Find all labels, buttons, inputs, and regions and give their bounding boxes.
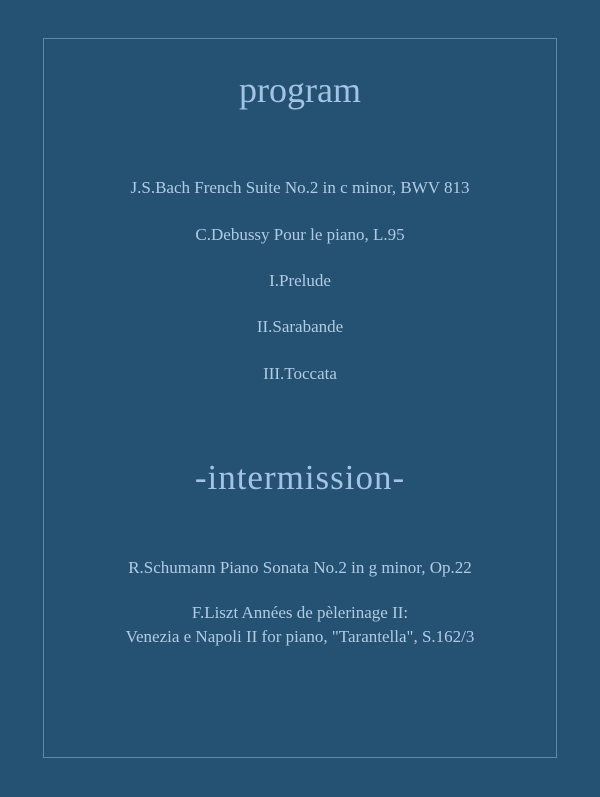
- program-item-schumann: R.Schumann Piano Sonata No.2 in g minor, Op.22: [128, 558, 472, 577]
- program-item-debussy: C.Debussy Pour le piano, L.95: [195, 225, 405, 244]
- program-item-liszt-title: F.Liszt Années de pèlerinage II:: [191, 603, 409, 622]
- program-item-sarabande: II.Sarabande: [256, 317, 344, 336]
- program-item-prelude: I.Prelude: [269, 271, 331, 290]
- program-item-toccata: III.Toccata: [263, 364, 337, 383]
- program-item-bach: J.S.Bach French Suite No.2 in c minor, BWV 813: [130, 178, 470, 197]
- program-heading: program: [239, 70, 361, 110]
- page-border-frame: [43, 38, 557, 758]
- program-item-liszt-subtitle: Venezia e Napoli II for piano, "Tarantella", S.162/3: [125, 627, 475, 646]
- intermission-heading: -intermission-: [194, 458, 406, 497]
